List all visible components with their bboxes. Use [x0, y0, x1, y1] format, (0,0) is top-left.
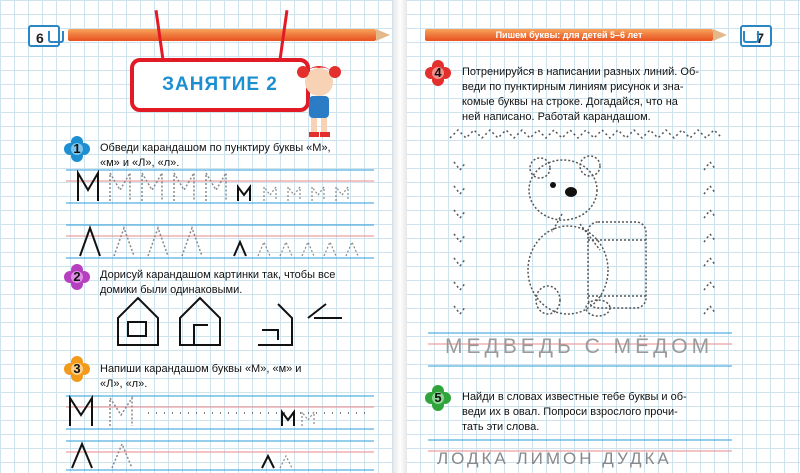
task-2-text: домики были одинаковыми.	[100, 284, 243, 296]
task-3-text: «Л», «л».	[100, 378, 148, 390]
task-4-text: веди по пунктирным линиям рисунок и зна-	[462, 81, 684, 93]
task-5-text: веди их в овал. Попроси взрослого прочи-	[462, 406, 678, 418]
line-patterns	[450, 130, 722, 314]
word-list: ЛОДКА ЛИМОН ДУДКА	[437, 449, 672, 468]
task-5-number: 5	[434, 390, 442, 405]
task-1-text: «м» и «Л», «л».	[100, 157, 180, 169]
task-3-number: 3	[73, 361, 81, 376]
series-title: Пишем буквы: для детей 5–6 лет	[495, 30, 643, 40]
letter-l-row	[80, 228, 358, 256]
task-1-text: Обведи карандашом по пунктиру буквы «М»,	[100, 142, 331, 154]
page-number-right: 7	[740, 25, 772, 47]
page-number-left: 6	[28, 25, 60, 47]
task-4-text: ней написано. Работай карандашом.	[462, 111, 651, 123]
traced-phrase: МЕДВЕДЬ С МЁДОМ	[445, 335, 714, 358]
task-1-number: 1	[73, 141, 81, 156]
lesson-title-sign: ЗАНЯТИЕ 2	[130, 58, 310, 112]
houses	[118, 298, 342, 345]
task-4-text: Потренируйся в написании разных линий. Об-	[462, 66, 699, 78]
bear-face	[550, 182, 577, 197]
writing-lines	[66, 170, 732, 470]
task-3-letters	[70, 398, 372, 468]
task-4-text: комые буквы на строке. Догадайся, что на	[462, 96, 678, 108]
task-5-text: Найди в словах известные тебе буквы и об-	[462, 391, 687, 403]
task-5-text: тать эти слова.	[462, 421, 540, 433]
bear-with-honey	[528, 156, 646, 316]
task-3-text: Напиши карандашом буквы «М», «м» и	[100, 363, 302, 375]
task-4-number: 4	[434, 65, 442, 80]
task-2-number: 2	[73, 269, 81, 284]
letter-m-row	[78, 173, 348, 201]
task-2-text: Дорисуй карандашом картинки так, чтобы все	[100, 269, 336, 281]
